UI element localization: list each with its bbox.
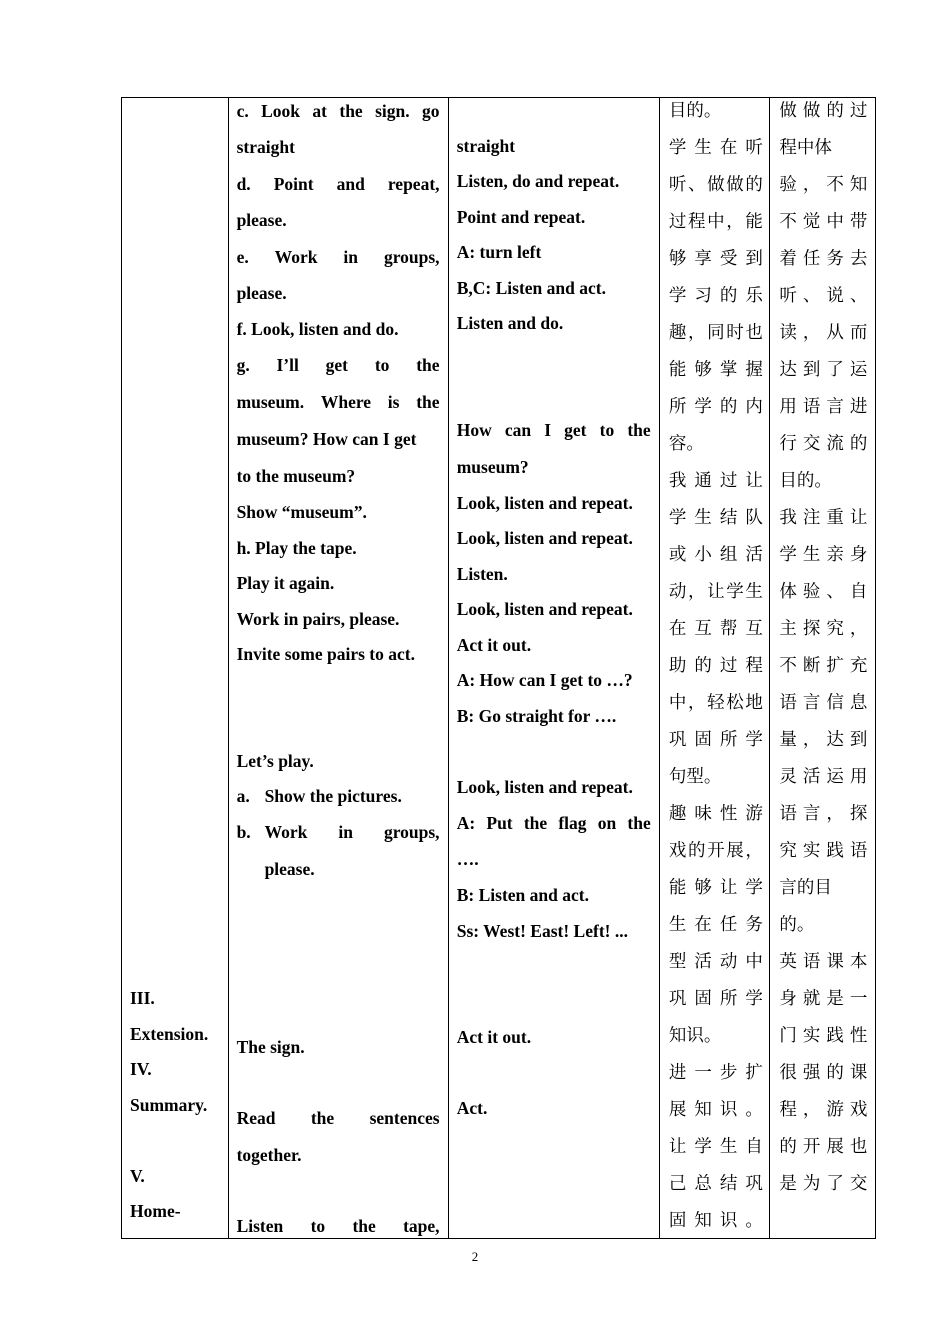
purpose-line: 学 生 在 听	[668, 138, 763, 158]
stage-summary-label: Summary.	[130, 1095, 208, 1115]
student-point-repeat: Point and repeat.	[456, 207, 586, 227]
notes-line: 学 生 亲 身	[779, 545, 868, 565]
purpose-line: 型 活 动 中	[668, 952, 763, 972]
purpose-line: 进 一 步 扩	[668, 1063, 763, 1083]
teacher-invite-pairs: Invite some pairs to act.	[236, 644, 415, 664]
teacher-show-museum: Show “museum”.	[236, 502, 367, 522]
teacher-step-e: e. Work in groups,	[236, 247, 440, 267]
notes-line: 听 、 说 、	[779, 286, 868, 306]
purpose-line: 趣 味 性 游	[668, 804, 763, 824]
teacher-the-sign: The sign.	[236, 1037, 305, 1057]
notes-line: 言 的 目	[779, 878, 832, 898]
notes-line: 验 ， 不 知	[779, 175, 868, 195]
purpose-line: 展 知 识 。	[668, 1100, 763, 1120]
student-put-flag-line1: A: Put the flag on the	[456, 813, 651, 833]
teacher-step-g-line3: museum? How can I get	[236, 429, 417, 449]
teacher-step-e-line2: please.	[236, 283, 287, 303]
notes-line: 着 任 务 去	[779, 249, 868, 269]
student-listen: Listen.	[456, 564, 508, 584]
purpose-column	[659, 98, 770, 1239]
notes-column	[770, 98, 876, 1239]
purpose-line: 够 享 受 到	[668, 249, 763, 269]
notes-line: 我 注 重 让	[779, 508, 868, 528]
purpose-line: 让 学 生 自	[668, 1137, 763, 1157]
purpose-line: 学 习 的 乐	[668, 286, 763, 306]
teacher-play-a-text: Show the pictures.	[264, 786, 402, 806]
teacher-read-line2: together.	[236, 1145, 302, 1165]
notes-line: 很 强 的 课	[779, 1063, 868, 1083]
student-activity-column	[448, 98, 659, 1239]
notes-line: 体 验 、 自	[779, 582, 868, 602]
purpose-line: 巩 固 所 学	[668, 989, 763, 1009]
notes-line: 主 探 究 ，	[779, 619, 868, 639]
purpose-line: 己 总 结 巩	[668, 1174, 763, 1194]
notes-line: 程 中 体	[779, 138, 832, 158]
notes-line: 做 做 的 过	[779, 101, 868, 121]
teacher-play-b-line1: Work in groups,	[264, 822, 440, 842]
notes-line: 达 到 了 运	[779, 360, 868, 380]
notes-line: 身 就 是 一	[779, 989, 868, 1009]
purpose-line: 目 的 。	[668, 101, 722, 121]
student-listen-do: Listen and do.	[456, 313, 564, 333]
purpose-line: 助 的 过 程	[668, 656, 763, 676]
purpose-line: 我 通 过 让	[668, 471, 763, 491]
notes-line: 不 觉 中 带	[779, 212, 868, 232]
teacher-play-a-marker: a.	[236, 786, 250, 806]
teacher-step-h: h. Play the tape.	[236, 538, 357, 558]
notes-line: 灵 活 运 用	[779, 767, 868, 787]
teacher-step-d: d. Point and repeat,	[236, 174, 440, 194]
purpose-line: 所 学 的 内	[668, 397, 763, 417]
stage-column	[122, 98, 229, 1239]
purpose-line: 过 程 中 ， 能	[668, 212, 763, 232]
notes-line: 语 言 信 息	[779, 693, 868, 713]
purpose-line: 能 够 掌 握	[668, 360, 763, 380]
purpose-line: 容 。	[668, 434, 704, 454]
teacher-step-g-line4: to the museum?	[236, 466, 356, 486]
page-number: 2	[471, 1249, 479, 1264]
notes-line: 不 断 扩 充	[779, 656, 868, 676]
teacher-play-again: Play it again.	[236, 573, 335, 593]
student-listen-do-repeat: Listen, do and repeat.	[456, 171, 620, 191]
student-look-listen-repeat-2: Look, listen and repeat.	[456, 528, 633, 548]
table-row	[122, 98, 876, 1239]
purpose-line: 戏 的 开 展 ，	[668, 841, 763, 861]
student-look-listen-repeat-4: Look, listen and repeat.	[456, 777, 633, 797]
teacher-step-d-line2: please.	[236, 210, 287, 230]
notes-line: 门 实 践 性	[779, 1026, 868, 1046]
purpose-line: 能 够 让 学	[668, 878, 763, 898]
purpose-line: 动 ， 让 学 生	[668, 582, 763, 602]
stage-homework-label: Home-	[130, 1201, 181, 1221]
stage-extension-roman: III.	[130, 988, 155, 1008]
student-act-it-out-1: Act it out.	[456, 635, 532, 655]
notes-line: 行 交 流 的	[779, 434, 868, 454]
notes-line: 语 言 ， 探	[779, 804, 868, 824]
notes-line: 的 。	[779, 915, 815, 935]
student-b-listen-act: B: Listen and act.	[456, 885, 589, 905]
teacher-read-line1: Read the sentences	[236, 1108, 440, 1128]
purpose-line: 巩 固 所 学	[668, 730, 763, 750]
purpose-line: 听 、 做 做 的	[668, 175, 763, 195]
student-turn-left: A: turn left	[456, 242, 542, 262]
student-act-it-out-2: Act it out.	[456, 1027, 532, 1047]
purpose-line: 固 知 识 。	[668, 1211, 763, 1231]
student-straight: straight	[456, 136, 516, 156]
stage-summary-roman: IV.	[130, 1059, 152, 1079]
purpose-line: 学 生 结 队	[668, 508, 763, 528]
notes-line: 英 语 课 本	[779, 952, 868, 972]
notes-line: 是 为 了 交	[779, 1174, 868, 1194]
notes-line: 读 ， 从 而	[779, 323, 868, 343]
purpose-line: 知 识 。	[668, 1026, 722, 1046]
teacher-step-f: f. Look, listen and do.	[236, 319, 399, 339]
student-b-go-straight: B: Go straight for ….	[456, 706, 617, 726]
student-look-listen-repeat-1: Look, listen and repeat.	[456, 493, 633, 513]
notes-line: 的 开 展 也	[779, 1137, 868, 1157]
stage-extension-label: Extension.	[130, 1024, 209, 1044]
student-a-how: A: How can I get to …?	[456, 670, 633, 690]
notes-line: 目 的 。	[779, 471, 832, 491]
purpose-line: 或 小 组 活	[668, 545, 763, 565]
teacher-play-b-marker: b.	[236, 822, 251, 842]
teacher-play-b-line2: please.	[264, 859, 315, 879]
notes-line: 程 ， 游 戏	[779, 1100, 868, 1120]
notes-line: 量 ， 达 到	[779, 730, 868, 750]
teacher-step-g: g. I’ll get to the	[236, 355, 440, 375]
purpose-line: 趣 ， 同 时 也	[668, 323, 763, 343]
purpose-line: 在 互 帮 互	[668, 619, 763, 639]
notes-line: 究 实 践 语	[779, 841, 868, 861]
stage-homework-roman: V.	[130, 1166, 145, 1186]
purpose-line: 中 ， 轻 松 地	[668, 693, 763, 713]
teacher-step-c: c. Look at the sign. go	[236, 101, 440, 121]
student-act: Act.	[456, 1098, 488, 1118]
lesson-plan-table	[121, 97, 876, 1239]
student-how-line2: museum?	[456, 457, 529, 477]
teacher-step-c-line2: straight	[236, 137, 295, 157]
student-how-line1: How can I get to the	[456, 420, 651, 440]
teacher-listen-tape: Listen to the tape,	[236, 1216, 440, 1236]
student-look-listen-repeat-3: Look, listen and repeat.	[456, 599, 633, 619]
student-bc-listen-act: B,C: Listen and act.	[456, 278, 606, 298]
student-ss-directions: Ss: West! East! Left! ...	[456, 921, 628, 941]
purpose-line: 句 型 。	[668, 767, 722, 787]
teacher-work-pairs: Work in pairs, please.	[236, 609, 400, 629]
teacher-activity-column	[228, 98, 448, 1239]
notes-line: 用 语 言 进	[779, 397, 868, 417]
teacher-step-g-line2: museum. Where is the	[236, 392, 440, 412]
student-put-flag-line2: ….	[456, 849, 479, 869]
teacher-lets-play: Let’s play.	[236, 751, 314, 771]
purpose-line: 生 在 任 务	[668, 915, 763, 935]
